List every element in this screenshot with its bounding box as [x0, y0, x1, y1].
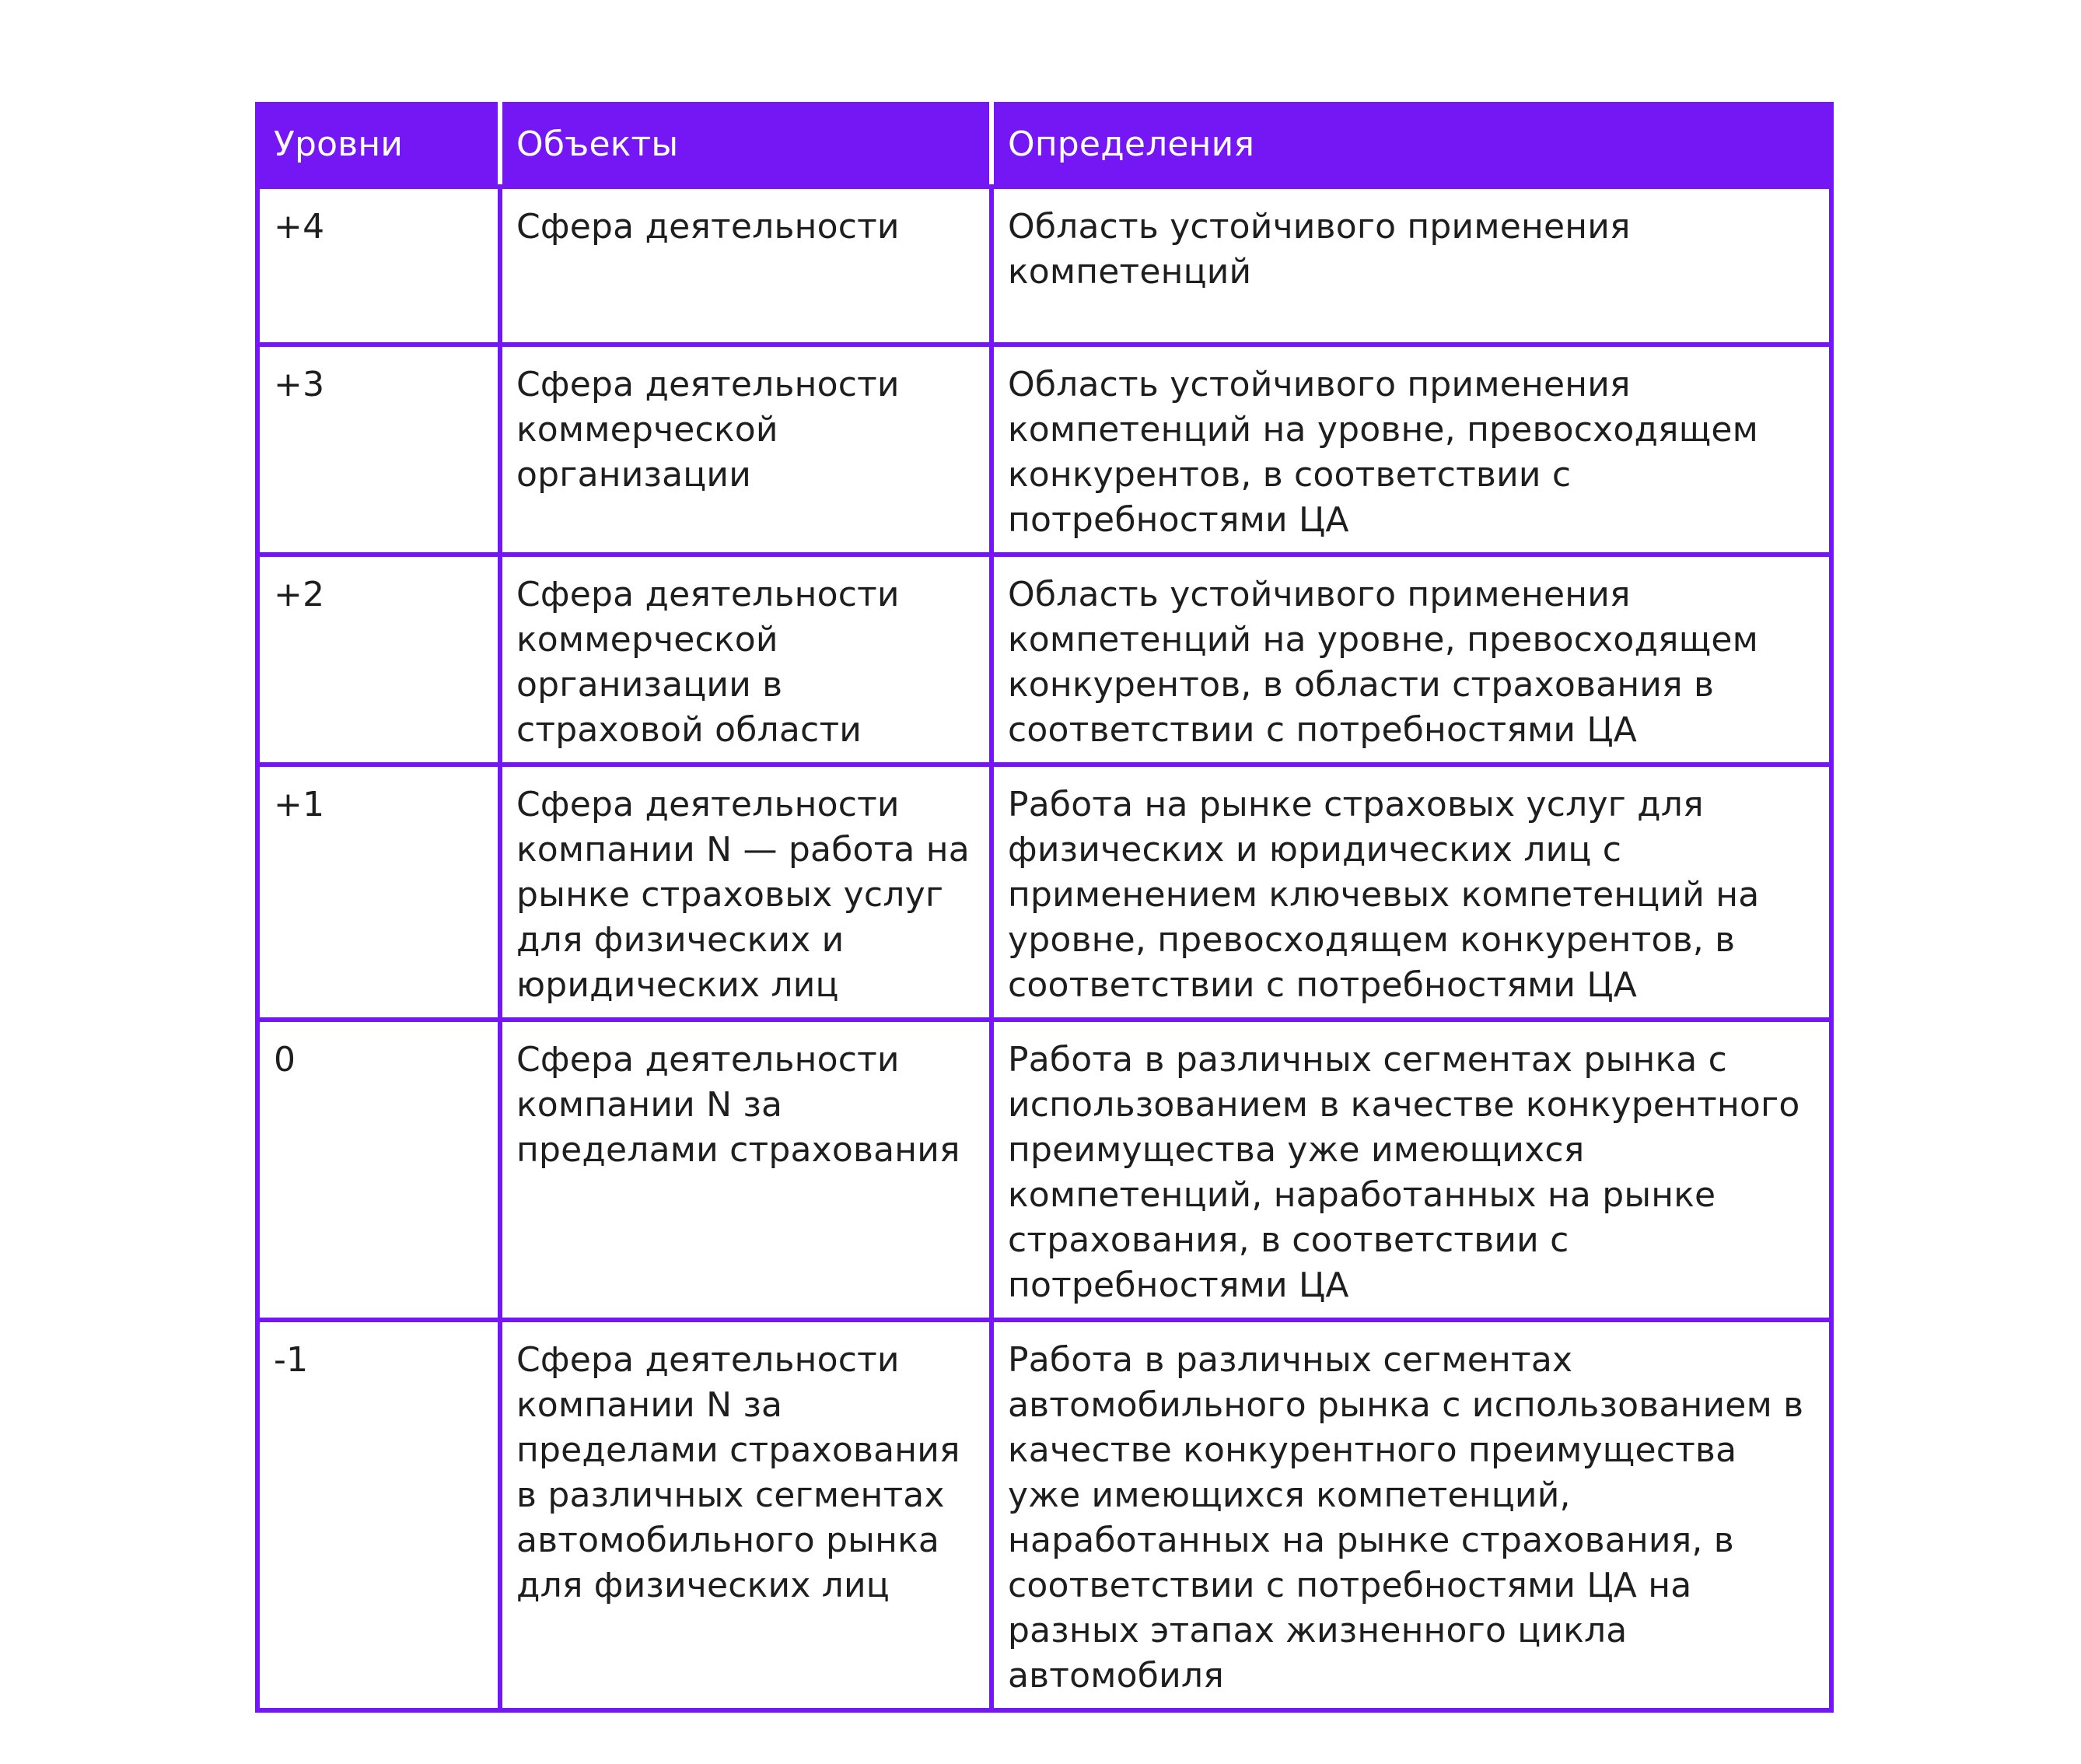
level-cell: +4: [257, 187, 500, 345]
object-cell: Сфера деятельности: [500, 187, 992, 345]
level-cell: +1: [257, 765, 500, 1020]
definition-cell: Работа на рынке страховых услуг для физических и юридических лиц с применением ключевых компетенций на уровне, превосходящем конкурентов, в соответствии с потребностями ЦА: [992, 765, 1831, 1020]
table-row: [257, 555, 1831, 765]
table-body: [257, 187, 1831, 1710]
definition-cell: Область устойчивого применения компетенций: [992, 187, 1831, 345]
level-cell: +3: [257, 345, 500, 555]
competency-levels-table: [255, 102, 1834, 1713]
level-cell: -1: [257, 1320, 500, 1710]
definition-cell: Область устойчивого применения компетенций на уровне, превосходящем конкурентов, в области страхования в соответствии с потребностями ЦА: [992, 555, 1831, 765]
definition-cell: Работа в различных сегментах рынка с использованием в качестве конкурентного преимущества уже имеющихся компетенций, наработанных на рынке страхования, в соответствии с потребностями ЦА: [992, 1020, 1831, 1320]
object-cell: Сфера деятельности коммерческой организации: [500, 345, 992, 555]
object-cell: Сфера деятельности коммерческой организации в страховой области: [500, 555, 992, 765]
definition-cell: Работа в различных сегментах автомобильного рынка с использованием в качестве конкурентного преимущества уже имеющихся компетенций, наработанных на рынке страхования, в соответствии с потребностями ЦА на разных этапах жизненного цикла автомобиля: [992, 1320, 1831, 1710]
level-cell: +2: [257, 555, 500, 765]
table-row: [257, 1020, 1831, 1320]
table-row: [257, 1320, 1831, 1710]
header-row: [257, 104, 1831, 187]
table-row: [257, 345, 1831, 555]
table-header: [257, 104, 1831, 187]
header-objects: Объекты: [500, 104, 992, 187]
definition-cell: Область устойчивого применения компетенций на уровне, превосходящем конкурентов, в соответствии с потребностями ЦА: [992, 345, 1831, 555]
table-row: [257, 187, 1831, 345]
level-cell: 0: [257, 1020, 500, 1320]
object-cell: Сфера деятельности компании N — работа на рынке страховых услуг для физических и юридических лиц: [500, 765, 992, 1020]
object-cell: Сфера деятельности компании N за пределами страхования в различных сегментах автомобильного рынка для физических лиц: [500, 1320, 992, 1710]
header-definitions: Определения: [992, 104, 1831, 187]
table-row: [257, 765, 1831, 1020]
header-levels: Уровни: [257, 104, 500, 187]
object-cell: Сфера деятельности компании N за пределами страхования: [500, 1020, 992, 1320]
